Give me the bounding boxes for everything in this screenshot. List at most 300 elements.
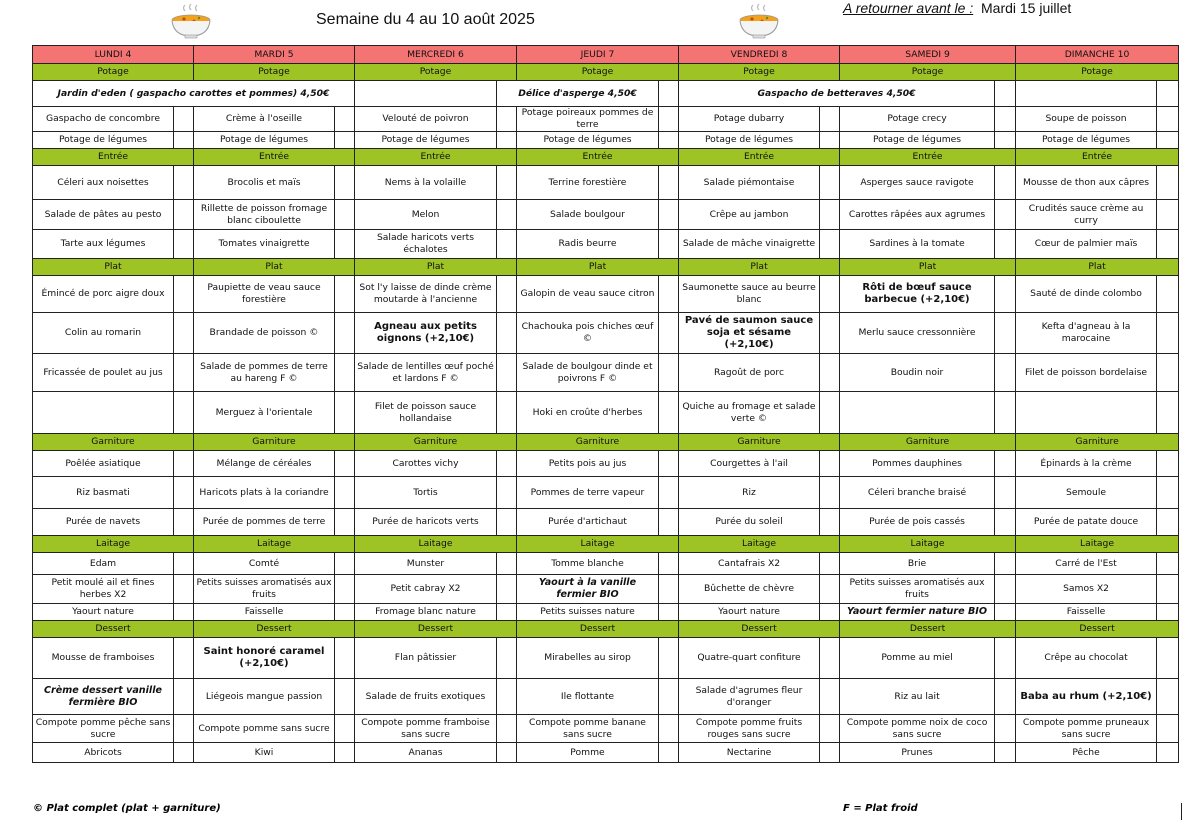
menu-item: Ananas (355, 743, 497, 763)
quantity-cell[interactable] (497, 477, 517, 509)
menu-item (33, 392, 174, 434)
menu-item: Fromage blanc nature (355, 604, 497, 621)
quantity-cell[interactable] (995, 743, 1016, 763)
menu-row (33, 715, 1179, 743)
menu-item: Pêche (1016, 743, 1157, 763)
menu-item: Carré de l'Est (1016, 553, 1157, 575)
menu-item: Purée d'artichaut (517, 509, 659, 536)
quantity-cell[interactable] (1157, 354, 1179, 392)
menu-item (1016, 392, 1157, 434)
menu-item: Épinards à la crème (1016, 451, 1157, 477)
quantity-cell[interactable] (497, 509, 517, 536)
section-label: Plat (679, 259, 840, 276)
quantity-cell[interactable] (659, 477, 679, 509)
potage-special: Jardin d'eden ( gaspacho carottes et pommes) 4,50€ (33, 81, 355, 107)
quantity-cell[interactable] (497, 132, 517, 149)
menu-item: Potage de légumes (1016, 132, 1157, 149)
section-label: Plat (33, 259, 194, 276)
menu-item: Cœur de palmier maïs (1016, 230, 1157, 259)
section-label: Potage (33, 64, 194, 81)
quantity-cell[interactable] (1157, 575, 1179, 604)
quantity-cell[interactable] (335, 575, 355, 604)
menu-item: Petit moulé ail et fines herbes X2 (33, 575, 174, 604)
quantity-cell[interactable] (659, 604, 679, 621)
quantity-cell[interactable] (820, 200, 840, 230)
quantity-cell[interactable] (820, 715, 840, 743)
section-label: Entrée (679, 149, 840, 166)
menu-row (33, 107, 1179, 132)
quantity-cell[interactable] (174, 477, 194, 509)
quantity-cell[interactable] (820, 107, 840, 132)
menu-item: Tomme blanche (517, 553, 659, 575)
menu-item: Mirabelles au sirop (517, 638, 659, 679)
quantity-cell[interactable] (659, 132, 679, 149)
quantity-cell[interactable] (1157, 107, 1179, 132)
menu-item: Courgettes à l'ail (679, 451, 820, 477)
quantity-cell[interactable] (335, 477, 355, 509)
menu-item: Faisselle (194, 604, 335, 621)
quantity-cell[interactable] (1157, 451, 1179, 477)
menu-item: Potage de légumes (355, 132, 497, 149)
menu-row (33, 679, 1179, 715)
return-date: Mardi 15 juillet (981, 0, 1072, 16)
menu-item: Yaourt nature (33, 604, 174, 621)
quantity-cell[interactable] (659, 276, 679, 313)
menu-item: Comté (194, 553, 335, 575)
quantity-cell[interactable] (1157, 81, 1179, 107)
quantity-cell[interactable] (174, 276, 194, 313)
section-label: Entrée (1016, 149, 1179, 166)
menu-item: Ile flottante (517, 679, 659, 715)
menu-item: Crêpe au chocolat (1016, 638, 1157, 679)
section-header-entree (33, 149, 1179, 166)
section-label: Plat (1016, 259, 1179, 276)
menu-item: Kefta d'agneau à la marocaine (1016, 313, 1157, 354)
menu-item: Nectarine (679, 743, 820, 763)
menu-item: Riz (679, 477, 820, 509)
section-label: Entrée (33, 149, 194, 166)
quantity-cell[interactable] (659, 392, 679, 434)
quantity-cell[interactable] (995, 230, 1016, 259)
menu-item: Asperges sauce ravigote (840, 166, 995, 200)
menu-item: Crudités sauce crème au curry (1016, 200, 1157, 230)
return-deadline (843, 0, 1071, 16)
quantity-cell[interactable] (1157, 132, 1179, 149)
potage-special: Gaspacho de betteraves 4,50€ (679, 81, 995, 107)
quantity-cell[interactable] (1157, 166, 1179, 200)
menu-item: Pomme au miel (840, 638, 995, 679)
quantity-cell[interactable] (174, 132, 194, 149)
quantity-cell[interactable] (335, 392, 355, 434)
quantity-cell[interactable] (174, 166, 194, 200)
section-label: Plat (517, 259, 679, 276)
quantity-cell[interactable] (820, 743, 840, 763)
quantity-cell[interactable] (335, 715, 355, 743)
menu-item: Crème à l'oseille (194, 107, 335, 132)
legend-plat-froid: F = Plat froid (843, 803, 918, 814)
menu-item: Sauté de dinde colombo (1016, 276, 1157, 313)
quantity-cell[interactable] (497, 553, 517, 575)
menu-item: Riz basmati (33, 477, 174, 509)
menu-item: Purée de pommes de terre (194, 509, 335, 536)
menu-item: Galopin de veau sauce citron (517, 276, 659, 313)
quantity-cell[interactable] (174, 200, 194, 230)
quantity-cell[interactable] (659, 509, 679, 536)
quantity-cell[interactable] (820, 313, 840, 354)
menu-row (33, 743, 1179, 763)
quantity-cell[interactable] (820, 509, 840, 536)
quantity-cell[interactable] (659, 81, 679, 107)
menu-item: Semoule (1016, 477, 1157, 509)
quantity-cell[interactable] (335, 354, 355, 392)
menu-item: Potage de légumes (33, 132, 174, 149)
quantity-cell[interactable] (174, 354, 194, 392)
section-label: Plat (194, 259, 355, 276)
potage-special: Délice d'asperge 4,50€ (497, 81, 659, 107)
quantity-cell[interactable] (1157, 553, 1179, 575)
menu-item: Salade de pâtes au pesto (33, 200, 174, 230)
menu-table (32, 45, 1179, 763)
quantity-cell[interactable] (497, 638, 517, 679)
menu-item: Kiwi (194, 743, 335, 763)
quantity-cell[interactable] (335, 107, 355, 132)
menu-item: Mousse de framboises (33, 638, 174, 679)
quantity-cell[interactable] (659, 354, 679, 392)
menu-item: Céleri aux noisettes (33, 166, 174, 200)
quantity-cell[interactable] (820, 553, 840, 575)
quantity-cell[interactable] (995, 107, 1016, 132)
menu-row (33, 553, 1179, 575)
menu-item: Sot l'y laisse de dinde crème moutarde à l'ancienne (355, 276, 497, 313)
menu-item: Yaourt à la vanille fermier BIO (517, 575, 659, 604)
day-header: DIMANCHE 10 (1016, 46, 1179, 64)
quantity-cell[interactable] (1157, 392, 1179, 434)
menu-item: Merguez à l'orientale (194, 392, 335, 434)
section-label: Garniture (355, 434, 517, 451)
quantity-cell[interactable] (995, 166, 1016, 200)
menu-item: Petits suisses aromatisés aux fruits (194, 575, 335, 604)
section-label: Garniture (679, 434, 840, 451)
menu-row (33, 477, 1179, 509)
menu-item: Compote pomme fruits rouges sans sucre (679, 715, 820, 743)
section-label: Plat (355, 259, 517, 276)
menu-row (33, 575, 1179, 604)
quantity-cell[interactable] (659, 107, 679, 132)
quantity-cell[interactable] (497, 743, 517, 763)
quantity-cell[interactable] (995, 200, 1016, 230)
quantity-cell[interactable] (1157, 477, 1179, 509)
section-label: Entrée (194, 149, 355, 166)
menu-item: Boudin noir (840, 354, 995, 392)
quantity-cell[interactable] (659, 553, 679, 575)
menu-item: Potage de légumes (194, 132, 335, 149)
menu-item: Salade piémontaise (679, 166, 820, 200)
section-label: Potage (1016, 64, 1179, 81)
quantity-cell[interactable] (174, 604, 194, 621)
quantity-cell[interactable] (174, 638, 194, 679)
menu-item: Baba au rhum (+2,10€) (1016, 679, 1157, 715)
quantity-cell[interactable] (335, 276, 355, 313)
quantity-cell[interactable] (995, 313, 1016, 354)
section-label: Potage (679, 64, 840, 81)
quantity-cell[interactable] (335, 132, 355, 149)
quantity-cell[interactable] (995, 575, 1016, 604)
section-label: Dessert (355, 621, 517, 638)
menu-item: Salade d'agrumes fleur d'oranger (679, 679, 820, 715)
quantity-cell[interactable] (1157, 313, 1179, 354)
day-header: SAMEDI 9 (840, 46, 1016, 64)
quantity-cell[interactable] (995, 451, 1016, 477)
quantity-cell[interactable] (335, 743, 355, 763)
quantity-cell[interactable] (995, 604, 1016, 621)
quantity-cell[interactable] (335, 509, 355, 536)
menu-item: Pommes dauphines (840, 451, 995, 477)
menu-item: Flan pâtissier (355, 638, 497, 679)
menu-item: Edam (33, 553, 174, 575)
quantity-cell[interactable] (497, 166, 517, 200)
menu-item: Nems à la volaille (355, 166, 497, 200)
section-label: Laitage (355, 536, 517, 553)
potage-special-row (33, 81, 1179, 107)
menu-item: Carottes râpées aux agrumes (840, 200, 995, 230)
quantity-cell[interactable] (659, 715, 679, 743)
menu-item: Salade de mâche vinaigrette (679, 230, 820, 259)
menu-row (33, 200, 1179, 230)
quantity-cell[interactable] (335, 604, 355, 621)
legend-plat-complet: © Plat complet (plat + garniture) (33, 803, 221, 814)
quantity-cell[interactable] (497, 200, 517, 230)
quantity-cell[interactable] (1157, 276, 1179, 313)
quantity-cell[interactable] (355, 81, 497, 107)
section-label: Garniture (194, 434, 355, 451)
quantity-cell[interactable] (174, 575, 194, 604)
menu-item: Potage poireaux pommes de terre (517, 107, 659, 132)
quantity-cell[interactable] (659, 200, 679, 230)
quantity-cell[interactable] (820, 679, 840, 715)
quantity-cell[interactable] (820, 638, 840, 679)
menu-item: Petits suisses aromatisés aux fruits (840, 575, 995, 604)
menu-row (33, 132, 1179, 149)
quantity-cell[interactable] (1157, 604, 1179, 621)
menu-item: Melon (355, 200, 497, 230)
quantity-cell[interactable] (820, 354, 840, 392)
menu-item: Émincé de porc aigre doux (33, 276, 174, 313)
quantity-cell[interactable] (995, 276, 1016, 313)
quantity-cell[interactable] (659, 575, 679, 604)
return-label: A retourner avant le : (843, 0, 974, 16)
menu-item: Colin au romarin (33, 313, 174, 354)
menu-item: Mousse de thon aux câpres (1016, 166, 1157, 200)
quantity-cell[interactable] (659, 679, 679, 715)
quantity-cell[interactable] (659, 743, 679, 763)
menu-item: Brandade de poisson © (194, 313, 335, 354)
menu-item: Terrine forestière (517, 166, 659, 200)
quantity-cell[interactable] (174, 451, 194, 477)
menu-item: Prunes (840, 743, 995, 763)
quantity-cell[interactable] (995, 509, 1016, 536)
menu-item: Pavé de saumon sauce soja et sésame (+2,10€) (679, 313, 820, 354)
menu-item (840, 392, 995, 434)
menu-item: Sardines à la tomate (840, 230, 995, 259)
menu-item: Purée de patate douce (1016, 509, 1157, 536)
quantity-cell[interactable] (995, 477, 1016, 509)
menu-row (33, 166, 1179, 200)
quantity-cell[interactable] (174, 313, 194, 354)
quantity-cell[interactable] (995, 715, 1016, 743)
quantity-cell[interactable] (820, 575, 840, 604)
quantity-cell[interactable] (335, 166, 355, 200)
menu-item: Brocolis et maïs (194, 166, 335, 200)
quantity-cell[interactable] (497, 715, 517, 743)
day-header-row (33, 46, 1179, 64)
menu-item: Tomates vinaigrette (194, 230, 335, 259)
quantity-cell[interactable] (820, 230, 840, 259)
quantity-cell[interactable] (995, 638, 1016, 679)
quantity-cell[interactable] (995, 132, 1016, 149)
menu-item: Munster (355, 553, 497, 575)
quantity-cell[interactable] (497, 575, 517, 604)
quantity-cell[interactable] (1157, 200, 1179, 230)
day-header: JEUDI 7 (517, 46, 679, 64)
menu-item: Pomme (517, 743, 659, 763)
menu-item: Paupiette de veau sauce forestière (194, 276, 335, 313)
menu-item: Cantafrais X2 (679, 553, 820, 575)
quantity-cell[interactable] (995, 679, 1016, 715)
quantity-cell[interactable] (335, 451, 355, 477)
menu-item: Salade de lentilles œuf poché et lardons F © (355, 354, 497, 392)
quantity-cell[interactable] (995, 553, 1016, 575)
menu-item: Potage de légumes (679, 132, 820, 149)
quantity-cell[interactable] (1157, 638, 1179, 679)
quantity-cell[interactable] (497, 604, 517, 621)
menu-item: Purée de haricots verts (355, 509, 497, 536)
quantity-cell[interactable] (659, 166, 679, 200)
quantity-cell[interactable] (174, 392, 194, 434)
section-label: Laitage (194, 536, 355, 553)
menu-item: Liégeois mangue passion (194, 679, 335, 715)
quantity-cell[interactable] (1157, 743, 1179, 763)
quantity-cell[interactable] (174, 230, 194, 259)
quantity-cell[interactable] (820, 451, 840, 477)
quantity-cell[interactable] (659, 638, 679, 679)
quantity-cell[interactable] (335, 679, 355, 715)
quantity-cell[interactable] (659, 313, 679, 354)
quantity-cell[interactable] (335, 638, 355, 679)
quantity-cell[interactable] (497, 451, 517, 477)
section-label: Dessert (840, 621, 1016, 638)
section-label: Garniture (840, 434, 1016, 451)
quantity-cell[interactable] (174, 743, 194, 763)
menu-item: Pommes de terre vapeur (517, 477, 659, 509)
menu-item: Velouté de poivron (355, 107, 497, 132)
menu-item: Petits pois au jus (517, 451, 659, 477)
menu-item: Tarte aux légumes (33, 230, 174, 259)
quantity-cell[interactable] (497, 230, 517, 259)
quantity-cell[interactable] (995, 81, 1016, 107)
menu-item: Compote pomme pêche sans sucre (33, 715, 174, 743)
menu-row (33, 230, 1179, 259)
menu-item: Potage de légumes (517, 132, 659, 149)
quantity-cell[interactable] (1157, 230, 1179, 259)
quantity-cell[interactable] (497, 392, 517, 434)
menu-item: Tortis (355, 477, 497, 509)
menu-item: Mélange de céréales (194, 451, 335, 477)
quantity-cell[interactable] (497, 354, 517, 392)
menu-item: Crème dessert vanille fermière BIO (33, 679, 174, 715)
section-header-dessert (33, 621, 1179, 638)
menu-item: Compote pomme sans sucre (194, 715, 335, 743)
day-header: VENDREDI 8 (679, 46, 840, 64)
quantity-cell[interactable] (1157, 509, 1179, 536)
quantity-cell[interactable] (335, 313, 355, 354)
quantity-cell[interactable] (659, 230, 679, 259)
quantity-cell[interactable] (820, 276, 840, 313)
quantity-cell[interactable] (995, 392, 1016, 434)
menu-item: Salade de fruits exotiques (355, 679, 497, 715)
quantity-cell[interactable] (995, 354, 1016, 392)
section-label: Entrée (517, 149, 679, 166)
menu-item: Salade haricots verts échalotes (355, 230, 497, 259)
menu-item: Poêlée asiatique (33, 451, 174, 477)
menu-row (33, 392, 1179, 434)
menu-item: Potage crecy (840, 107, 995, 132)
quantity-cell[interactable] (820, 392, 840, 434)
quantity-cell[interactable] (820, 477, 840, 509)
quantity-cell[interactable] (497, 107, 517, 132)
quantity-cell[interactable] (174, 715, 194, 743)
menu-item: Saint honoré caramel (+2,10€) (194, 638, 335, 679)
quantity-cell[interactable] (497, 679, 517, 715)
divider (1181, 803, 1182, 820)
quantity-cell[interactable] (174, 107, 194, 132)
section-label: Dessert (194, 621, 355, 638)
menu-row (33, 276, 1179, 313)
menu-item: Hoki en croûte d'herbes (517, 392, 659, 434)
quantity-cell[interactable] (659, 451, 679, 477)
quantity-cell[interactable] (174, 553, 194, 575)
quantity-cell[interactable] (820, 604, 840, 621)
soup-bowl-icon (168, 2, 214, 40)
section-label: Entrée (355, 149, 517, 166)
section-label: Dessert (1016, 621, 1179, 638)
quantity-cell[interactable] (335, 230, 355, 259)
day-header: LUNDI 4 (33, 46, 194, 64)
quantity-cell[interactable] (335, 200, 355, 230)
menu-row (33, 638, 1179, 679)
quantity-cell[interactable] (1157, 715, 1179, 743)
menu-item: Rôti de bœuf sauce barbecue (+2,10€) (840, 276, 995, 313)
quantity-cell[interactable] (335, 553, 355, 575)
menu-item: Compote pomme pruneaux sans sucre (1016, 715, 1157, 743)
quantity-cell[interactable] (497, 276, 517, 313)
empty-cell (1016, 81, 1157, 107)
menu-item: Carottes vichy (355, 451, 497, 477)
menu-item: Chachouka pois chiches œuf © (517, 313, 659, 354)
section-label: Laitage (33, 536, 194, 553)
day-header: MERCREDI 6 (355, 46, 517, 64)
quantity-cell[interactable] (820, 166, 840, 200)
menu-row (33, 509, 1179, 536)
quantity-cell[interactable] (174, 679, 194, 715)
menu-item: Yaourt fermier nature BIO (840, 604, 995, 621)
menu-item: Ragoût de porc (679, 354, 820, 392)
quantity-cell[interactable] (497, 313, 517, 354)
menu-item: Samos X2 (1016, 575, 1157, 604)
quantity-cell[interactable] (1157, 679, 1179, 715)
quantity-cell[interactable] (174, 509, 194, 536)
quantity-cell[interactable] (820, 132, 840, 149)
menu-item: Potage de légumes (840, 132, 995, 149)
